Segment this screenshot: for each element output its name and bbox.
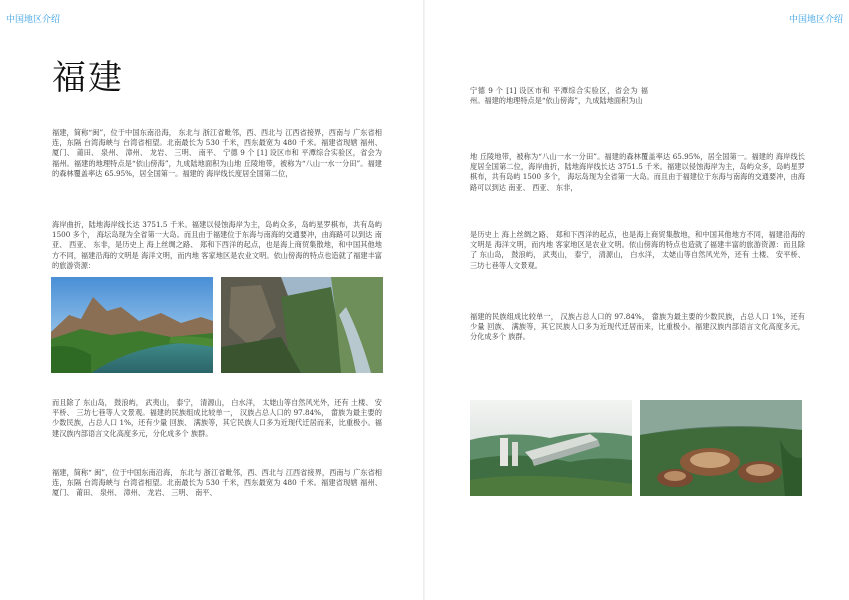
left-paragraph-1: 福建，简称“闽”，位于中国东南沿海， 东北与 浙江省毗邻，西、西北与 江西省接界，西南与 广东省相连，东隔 台湾海峡与 台湾省相望。北南最长为 530 千米，西东最宽为 480 千米。福建省现辖 福州、 厦门、 莆田、 泉州、 漳州、 龙岩、 三明、 南平、 宁德 9 个 [1] 设区市和 平潭综合实验区，省会为 福州。福建的地理特点是“依山傍海”，九成陆地面积为山地 丘陵地带，被称为“八山一水一分田”。福建的森林覆盖率达 65.95%，居全国第一。福建的 海岸线长度居全国第二位，	[52, 128, 382, 178]
right-page	[425, 0, 849, 600]
left-paragraph-3: 而且除了 东山岛， 鼓浪屿， 武夷山， 泰宁， 清源山， 白水洋， 太姥山等自然风光外，还有 土楼、 安平桥、 三坊七巷等人文景观。福建的民族组成比较单一， 汉族占总人口的 97.84%， 畲族为最主要的少数民族，占总人口 1%，还有少量 回族、 满族等，其它民族人口多为近现代迁居而来，比重极小。福建汉族内部语言文化高度多元，分化成多个 族群。	[52, 398, 382, 438]
left-page	[0, 0, 424, 600]
left-paragraph-4: 福建，简称“ 闽”，位于中国东南沿海， 东北与 浙江省毗邻，西、西北与 江西省接界，西南与 广东省相连，东隔 台湾海峡与 台湾省相望。北南最长为 530 千米，西东最宽为 480 千米。福建省现辖 福州、 厦门、 莆田、 泉州、 漳州、 龙岩、 三明、 南平、	[52, 468, 382, 498]
aerial-city-rendering-photo	[470, 400, 632, 496]
right-paragraph-3: 是历史上 海上丝绸之路、 郑和下西洋的起点，也是海上商贸集散地，和中国其他地方不同，福建沿海的文明是 海洋文明，而内地 客家地区是农业文明。依山傍海的特点也造就了福建丰富的旅游资源：而且除了 东山岛， 鼓浪屿， 武夷山， 泰宁， 清源山， 白水洋， 太姥山等自然风光外，还有 土楼、 安平桥、 三坊七巷等人文景观。	[470, 230, 805, 270]
right-paragraph-4: 福建的民族组成比较单一， 汉族占总人口的 97.84%， 畲族为最主要的少数民族，占总人口 1%，还有少量 回族、 满族等，其它民族人口多为近现代迁居而来，比重极小。福建汉族内部语言文化高度多元，分化成多个 族群。	[470, 312, 805, 342]
right-paragraph-1: 宁德 9 个 [1] 设区市和 平潭综合实验区，省会为 福州。福建的地理特点是“依山傍海”，九成陆地面积为山	[470, 86, 648, 106]
tulou-village-photo	[640, 400, 802, 496]
mountain-river-photo	[51, 277, 213, 373]
left-paragraph-2: 海岸曲折，陆地海岸线长达 3751.5 千米。福建以侵蚀海岸为主，岛屿众多，岛屿星罗棋布，共有岛屿 1500 多个， 海坛岛现为全省第一大岛。而且由于福建位于东海与南海的交通要冲，由海路可以到达 南亚、 西亚、 东非，是历史上 海上丝绸之路、 郑和下西洋的起点，也是海上商贸集散地，和中国其他地方不同，福建沿海的文明是 海洋文明，而内地 客家地区是农业文明。依山傍海的特点也造就了福建丰富的旅游资源：	[52, 220, 382, 270]
page-title: 福建	[52, 58, 124, 98]
left-header-title: 中国地区介绍	[6, 15, 61, 25]
right-header-title: 中国地区介绍	[788, 15, 843, 25]
right-paragraph-2: 地 丘陵地带，被称为“八山一水一分田”。福建的森林覆盖率达 65.95%，居全国第一。福建的 海岸线长度居全国第二位，海岸曲折，陆地海岸线长达 3751.5 千米。福建以侵蚀海岸为主，岛屿众多，岛屿星罗棋布，共有岛屿 1500 多个， 海坛岛现为全省第一大岛。而且由于福建位于东海与南海的交通要冲，由海路可以到达 南亚、 西亚、 东非，	[470, 152, 805, 192]
rock-cliff-photo	[221, 277, 383, 373]
